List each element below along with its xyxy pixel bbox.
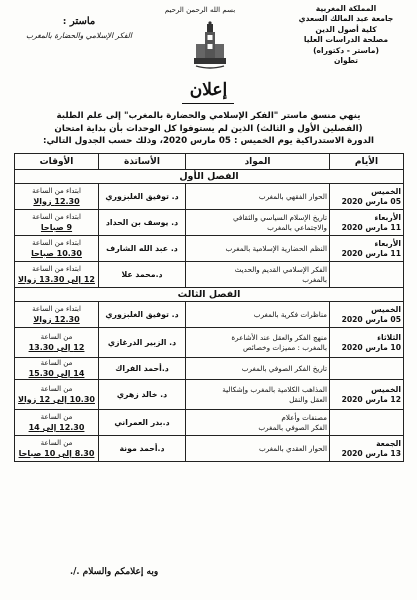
professor-cell: د. يوسف بن الحداد	[99, 210, 186, 236]
time-line: 9 صباحا	[40, 222, 73, 232]
time-line: 10.30 صباحا	[31, 248, 82, 258]
subject-cell	[186, 358, 330, 380]
day-cell	[330, 380, 404, 410]
subject-line: النظم الحضارية الإسلامية بالمغرب	[225, 243, 327, 253]
day-line: الخميس	[371, 304, 401, 314]
semester-row	[15, 170, 404, 184]
day-cell	[330, 328, 404, 358]
subject-line: بالمغرب	[302, 274, 327, 284]
time-line: 12.30 زوالا	[33, 196, 80, 206]
basmala: بسم الله الرحمن الرحيم	[164, 6, 236, 14]
institution-header	[281, 4, 411, 66]
day-line: 11 مارس 2020	[341, 222, 401, 232]
table-row	[15, 436, 404, 462]
semester-row	[15, 288, 404, 302]
day-cell	[330, 236, 404, 262]
day-cell	[330, 410, 404, 436]
time-line: ابتداء من الساعة	[32, 265, 81, 274]
page-title: إعلان	[189, 80, 228, 100]
subject-line: العقل والنقل	[289, 394, 327, 404]
exam-schedule-table	[14, 153, 404, 462]
time-cell	[15, 210, 99, 236]
time-cell	[15, 328, 99, 358]
institution-line: المملكة المغربية	[315, 4, 377, 13]
subject-line: بالمغرب : مميزات وخصائص	[242, 342, 327, 352]
table-row	[15, 302, 404, 328]
subject-line: المذاهب الكلامية بالمغرب وإشكالية	[222, 384, 327, 394]
professor-cell: د. توفيق الغلبزوري	[99, 184, 186, 210]
table-row	[15, 210, 404, 236]
header-times: الأوقات	[15, 154, 99, 170]
day-cell	[330, 302, 404, 328]
program-label: ماستر :	[62, 16, 96, 27]
day-line: 11 مارس 2020	[341, 248, 401, 258]
institution-line: مصلحة الدراسات العليا	[303, 35, 389, 45]
time-line: 12.30 زوالا	[33, 314, 80, 324]
day-cell	[330, 184, 404, 210]
subject-cell	[186, 328, 330, 358]
institution-line: (ماستر - دكتوراه)	[313, 45, 379, 55]
professor-cell: د.محمد علا	[99, 262, 186, 288]
table-row	[15, 358, 404, 380]
professor-cell: د.بدر العمراني	[99, 410, 186, 436]
subject-line: الحوار الفقهي بالمغرب	[258, 191, 327, 201]
time-line: من الساعة	[40, 359, 73, 368]
intro-text	[12, 110, 405, 148]
subject-line: مصنفات وأعلام	[281, 412, 327, 422]
subject-line: والاجتماعي بالمغرب	[267, 222, 327, 232]
day-cell	[330, 262, 404, 288]
time-line: 8.30 إلى 10 صباحا	[18, 448, 95, 458]
title-underline	[182, 103, 234, 104]
day-line: الجمعة	[376, 438, 401, 448]
time-cell	[15, 436, 99, 462]
intro-line: (الفصلين الأول و الثالث) الذين لم يستوفوا كل الوحدات بأن بداية امتحان	[54, 123, 363, 134]
time-cell	[15, 184, 99, 210]
day-line: 13 مارس 2020	[341, 448, 401, 458]
table-row	[15, 410, 404, 436]
time-line: 14 إلى 15.30	[28, 368, 85, 378]
time-line: ابتداء من الساعة	[32, 305, 81, 314]
subject-line: الفكر الصوفي بالمغرب	[258, 422, 327, 432]
program-name: الفكر الإسلامي والحضارة بالمغرب	[26, 31, 132, 40]
time-line: ابتداء من الساعة	[32, 187, 81, 196]
subject-line: تاريخ الفكر الصوفي بالمغرب	[241, 363, 327, 373]
professor-cell: د. الزبير الدرغازي	[99, 328, 186, 358]
institution-line: تطوان	[333, 56, 359, 66]
subject-cell	[186, 184, 330, 210]
professor-cell: د.أحمد الفراك	[99, 358, 186, 380]
professor-cell: د. عبد الله الشارف	[99, 236, 186, 262]
time-cell	[15, 236, 99, 262]
professor-cell: د.أحمد مونة	[99, 436, 186, 462]
subject-line: الفكر الإسلامي القديم والحديث	[234, 264, 327, 274]
semester-label: الفصل الأول	[15, 170, 404, 184]
day-line: 10 مارس 2020	[341, 342, 401, 352]
time-cell	[15, 410, 99, 436]
day-line: 05 مارس 2020	[341, 196, 401, 206]
header-days: الأيام	[330, 154, 404, 170]
intro-line: ينهي منسق ماستر "الفكر الإسلامي والحضارة بالمغرب" إلى علم الطلبة	[56, 111, 361, 121]
time-line: من الساعة	[40, 333, 73, 342]
day-line: الثلاثاء	[377, 332, 401, 342]
institution-line: كلية أصول الدين	[315, 24, 377, 34]
time-line: من الساعة	[40, 413, 73, 422]
professor-cell: د. خالد زهري	[99, 380, 186, 410]
table-row	[15, 380, 404, 410]
header-subjects: المواد	[186, 154, 330, 170]
professor-cell: د. توفيق الغلبزوري	[99, 302, 186, 328]
time-line: من الساعة	[40, 385, 73, 394]
table-row	[15, 262, 404, 288]
day-line: الأربعاء	[374, 212, 401, 222]
time-line: من الساعة	[40, 439, 73, 448]
day-line: الأربعاء	[374, 238, 401, 248]
subject-cell	[186, 380, 330, 410]
time-cell	[15, 262, 99, 288]
table-row	[15, 184, 404, 210]
university-logo-icon	[192, 20, 228, 70]
subject-cell	[186, 436, 330, 462]
subject-line: منهج الفكر والعقل عند الأشاعرة	[231, 332, 327, 342]
table-row	[15, 328, 404, 358]
intro-line: الدورة الاستدراكية يوم الخميس : 05 مارس 2020، وذلك حسب الجدول التالي:	[43, 136, 374, 147]
subject-cell	[186, 302, 330, 328]
subject-line: تاريخ الإسلام السياسي والثقافي	[232, 212, 327, 222]
subject-cell	[186, 262, 330, 288]
time-line: ابتداء من الساعة	[32, 213, 81, 222]
day-line: الخميس	[371, 186, 401, 196]
institution-line: جامعة عبد المالك السعدي	[298, 14, 394, 24]
subject-cell	[186, 236, 330, 262]
time-line: ابتداء من الساعة	[32, 239, 81, 248]
program-header	[14, 16, 144, 40]
time-line: 12.30 إلى 14	[28, 422, 85, 432]
day-line: 05 مارس 2020	[341, 314, 401, 324]
time-line: 12 إلى 13.30	[28, 342, 85, 352]
time-cell	[15, 302, 99, 328]
day-cell	[330, 436, 404, 462]
header-professors: الأساتذة	[99, 154, 186, 170]
subject-cell	[186, 210, 330, 236]
day-line: 12 مارس 2020	[341, 394, 401, 404]
time-cell	[15, 358, 99, 380]
semester-label: الفصل الثالث	[15, 288, 404, 302]
day-cell	[330, 210, 404, 236]
time-cell	[15, 380, 99, 410]
table-row	[15, 236, 404, 262]
table-header-row	[15, 154, 404, 170]
subject-cell	[186, 410, 330, 436]
day-line: الخميس	[371, 384, 401, 394]
time-line: 12 إلى 13.30 زوالا	[18, 274, 95, 284]
time-line: 10.30 إلى 12 زوالا	[18, 394, 95, 404]
day-cell	[330, 358, 404, 380]
closing-text: وبه إعلامكم والسلام ./.	[70, 567, 159, 577]
subject-line: الحوار العقدي بالمغرب	[258, 443, 327, 453]
subject-line: مناظرات فكرية بالمغرب	[253, 309, 327, 319]
